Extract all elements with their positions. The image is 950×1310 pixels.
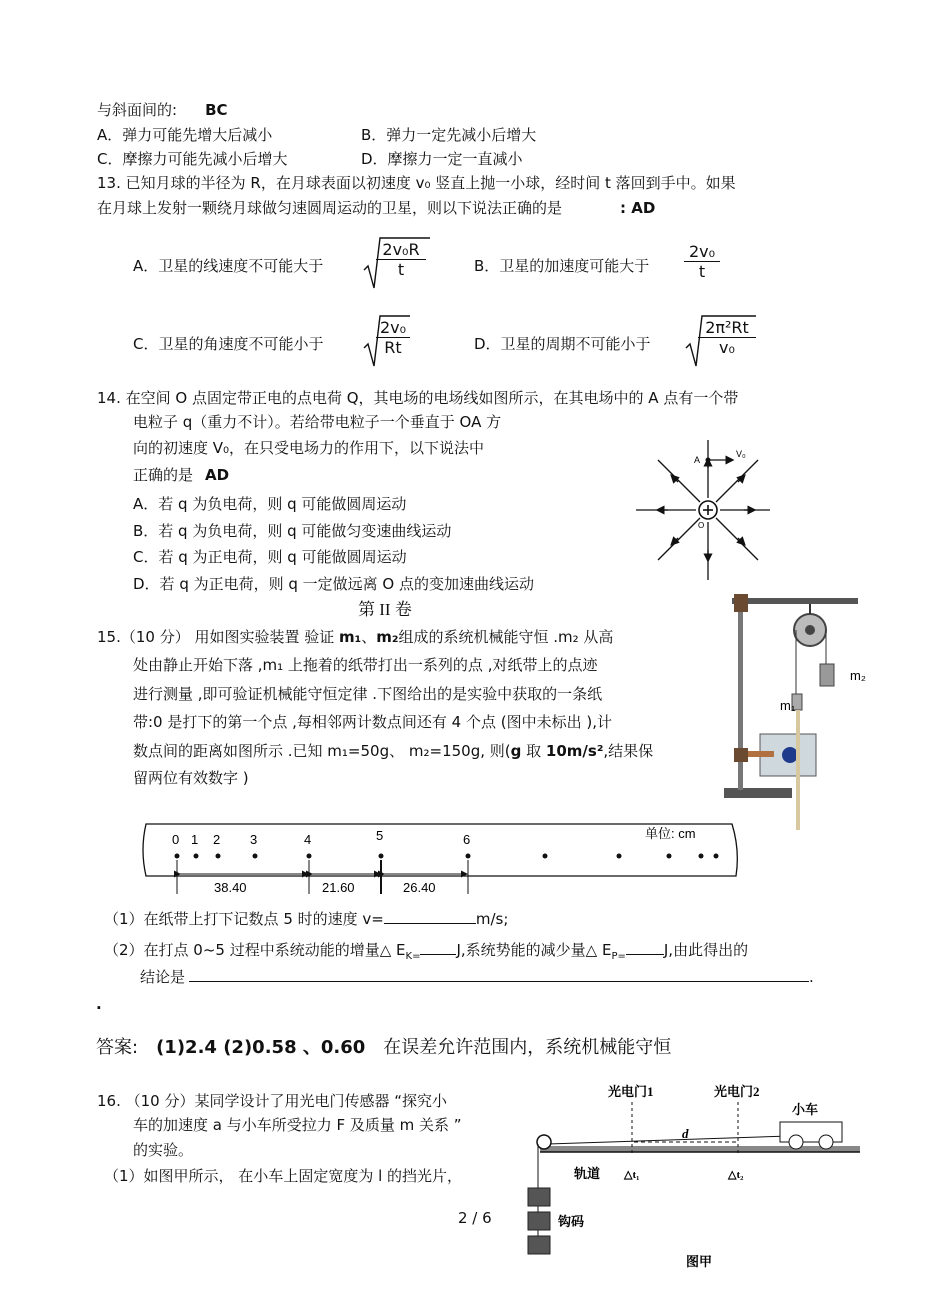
label-caption: 图甲 <box>686 1254 713 1269</box>
q15-line1: 15.（10 分） 用如图实验装置 验证 m₁、m₂组成的系统机械能守恒 .m₂ 从高 <box>97 628 614 646</box>
q15-line2: 处由静止开始下落 ,m₁ 上拖着的纸带打出一系列的点 ,对纸带上的点迹 <box>133 656 598 674</box>
q16-line3: 的实验。 <box>133 1141 194 1159</box>
q16-line2: 车的加速度 a 与小车所受拉力 F 及质量 m 关系 ” <box>133 1116 462 1134</box>
label-gate2: 光电门2 <box>714 1084 760 1099</box>
electric-field-diagram <box>632 438 772 582</box>
q14-option-b: B．若 q 为负电荷，则 q 可能做匀变速曲线运动 <box>133 522 452 540</box>
photogate-track-figure <box>520 1080 870 1280</box>
q14-line4: 正确的是 AD <box>133 466 230 484</box>
q14-option-c: C．若 q 为正电荷，则 q 可能做圆周运动 <box>133 548 407 566</box>
q16-line1: 16. （10 分）某同学设计了用光电门传感器 “探究小 <box>97 1092 448 1110</box>
q12-option-a: A．弹力可能先增大后减小 <box>97 126 273 144</box>
svg-text:38.40: 38.40 <box>214 880 247 895</box>
q13-line2: 在月球上发射一颗绕月球做匀速圆周运动的卫星，则以下说法正确的是 : AD <box>97 199 656 217</box>
stray-dot: . <box>96 995 102 1013</box>
section-title: 第 II 卷 <box>358 600 412 619</box>
q15-line6: 留两位有效数字 ) <box>133 769 249 787</box>
svg-text:21.60: 21.60 <box>322 880 355 895</box>
q13-option-a-fraction: $\frac{\text{2v₀R}}{t}$ <box>376 240 426 279</box>
paper-tape-figure <box>140 820 746 900</box>
answer-line: 答案: (1)2.4 (2)0.58 、0.60 在误差允许范围内，系统机械能守恒 <box>96 1037 672 1058</box>
fig-label-o: O <box>698 521 705 530</box>
svg-text:4: 4 <box>304 832 312 847</box>
q16-line4: （1）如图甲所示， 在小车上固定宽度为 l 的挡光片， <box>104 1167 463 1185</box>
label-car: 小车 <box>792 1102 819 1117</box>
q15-line5: 数点间的距离如图所示 .已知 m₁=50g、 m₂=150g, 则(g 取 10m/s²,结果保 <box>133 742 654 760</box>
svg-text:6: 6 <box>463 832 471 847</box>
fig-label-m2: m₂ <box>850 668 866 683</box>
q14-line1: 14. 在空间 O 点固定带正电的点电荷 Q，其电场的电场线如图所示，在其电场中的 A 点有一个带 <box>97 389 739 407</box>
q15-sub1: （1）在纸带上打下记数点 5 时的速度 v= m/s; <box>104 910 509 928</box>
q15-line3: 进行测量 ,即可验证机械能守恒定律 .下图给出的是实验中获取的一条纸 <box>133 685 603 703</box>
label-t2: △t₂ <box>728 1169 744 1181</box>
blank-velocity[interactable] <box>384 909 476 924</box>
svg-text:3: 3 <box>250 832 258 847</box>
q15-conclusion: 结论是 . <box>140 968 814 986</box>
q13-option-c-fraction: $\frac{\text{2v₀}}{Rt}$ <box>376 318 410 357</box>
q14-answer: AD <box>205 466 230 484</box>
svg-text:0: 0 <box>172 832 180 847</box>
q12-answer: BC <box>205 101 228 119</box>
q14-option-d: D．若 q 为正电荷，则 q 一定做远离 O 点的变加速曲线运动 <box>133 575 535 593</box>
page-number: 2 / 6 <box>458 1209 492 1227</box>
svg-text:5: 5 <box>376 828 384 843</box>
svg-text:26.40: 26.40 <box>403 880 436 895</box>
q14-line2: 电粒子 q（重力不计）。若给带电粒子一个垂直于 OA 方 <box>133 413 502 431</box>
fig-label-a: A <box>694 455 701 465</box>
label-hook: 钩码 <box>558 1214 585 1229</box>
q12-option-c: C．摩擦力可能先减小后增大 <box>97 150 288 168</box>
q13-option-b: B．卫星的加速度可能大于 <box>474 257 650 275</box>
fig-label-m1: m₁ <box>780 698 796 713</box>
q13-option-b-fraction: $\frac{\text{2v₀}}{t}$ <box>684 242 720 281</box>
svg-text:1: 1 <box>191 832 199 847</box>
label-d: d <box>682 1126 689 1141</box>
q13-option-a: A．卫星的线速度不可能大于 <box>133 257 324 275</box>
q14-option-a: A．若 q 为负电荷，则 q 可能做圆周运动 <box>133 495 407 513</box>
q13-option-d-fraction: $\frac{\text{2π²Rt}}{\text{v₀}}$ <box>698 318 756 357</box>
label-t1: △t₁ <box>624 1169 640 1181</box>
q12-option-b: B．弹力一定先减小后增大 <box>361 126 537 144</box>
svg-text:2: 2 <box>213 832 221 847</box>
blank-potential[interactable] <box>626 940 664 955</box>
q12-stem-tail: 与斜面间的: BC <box>97 101 228 119</box>
q13-option-c: C．卫星的角速度不可能小于 <box>133 335 324 353</box>
q13-option-d: D．卫星的周期不可能小于 <box>474 335 651 353</box>
blank-conclusion[interactable] <box>189 967 809 982</box>
q13-answer: : AD <box>620 199 656 217</box>
label-track: 轨道 <box>574 1166 601 1181</box>
fig-label-v0: V₀ <box>736 449 746 459</box>
svg-text:单位: cm: 单位: cm <box>645 826 696 841</box>
q12-option-d: D．摩擦力一定一直减小 <box>361 150 523 168</box>
q14-line3: 向的初速度 V₀，在只受电场力的作用下，以下说法中 <box>133 439 485 457</box>
q13-line1: 13. 已知月球的半径为 R，在月球表面以初速度 v₀ 竖直上抛一小球，经时间 t 落回到手中。如果 <box>97 174 736 192</box>
blank-kinetic[interactable] <box>420 940 456 955</box>
pulley-apparatus-figure <box>718 594 878 830</box>
q15-line4: 带:0 是打下的第一个点 ,每相邻两计数点间还有 4 个点 (图中未标出 ),计 <box>133 713 612 731</box>
q15-sub2: （2）在打点 0~5 过程中系统动能的增量△ $E_{K=}$ J,系统势能的减少量△ $E_{P=}$ J,由此得出的 <box>104 941 749 962</box>
label-gate1: 光电门1 <box>608 1084 654 1099</box>
